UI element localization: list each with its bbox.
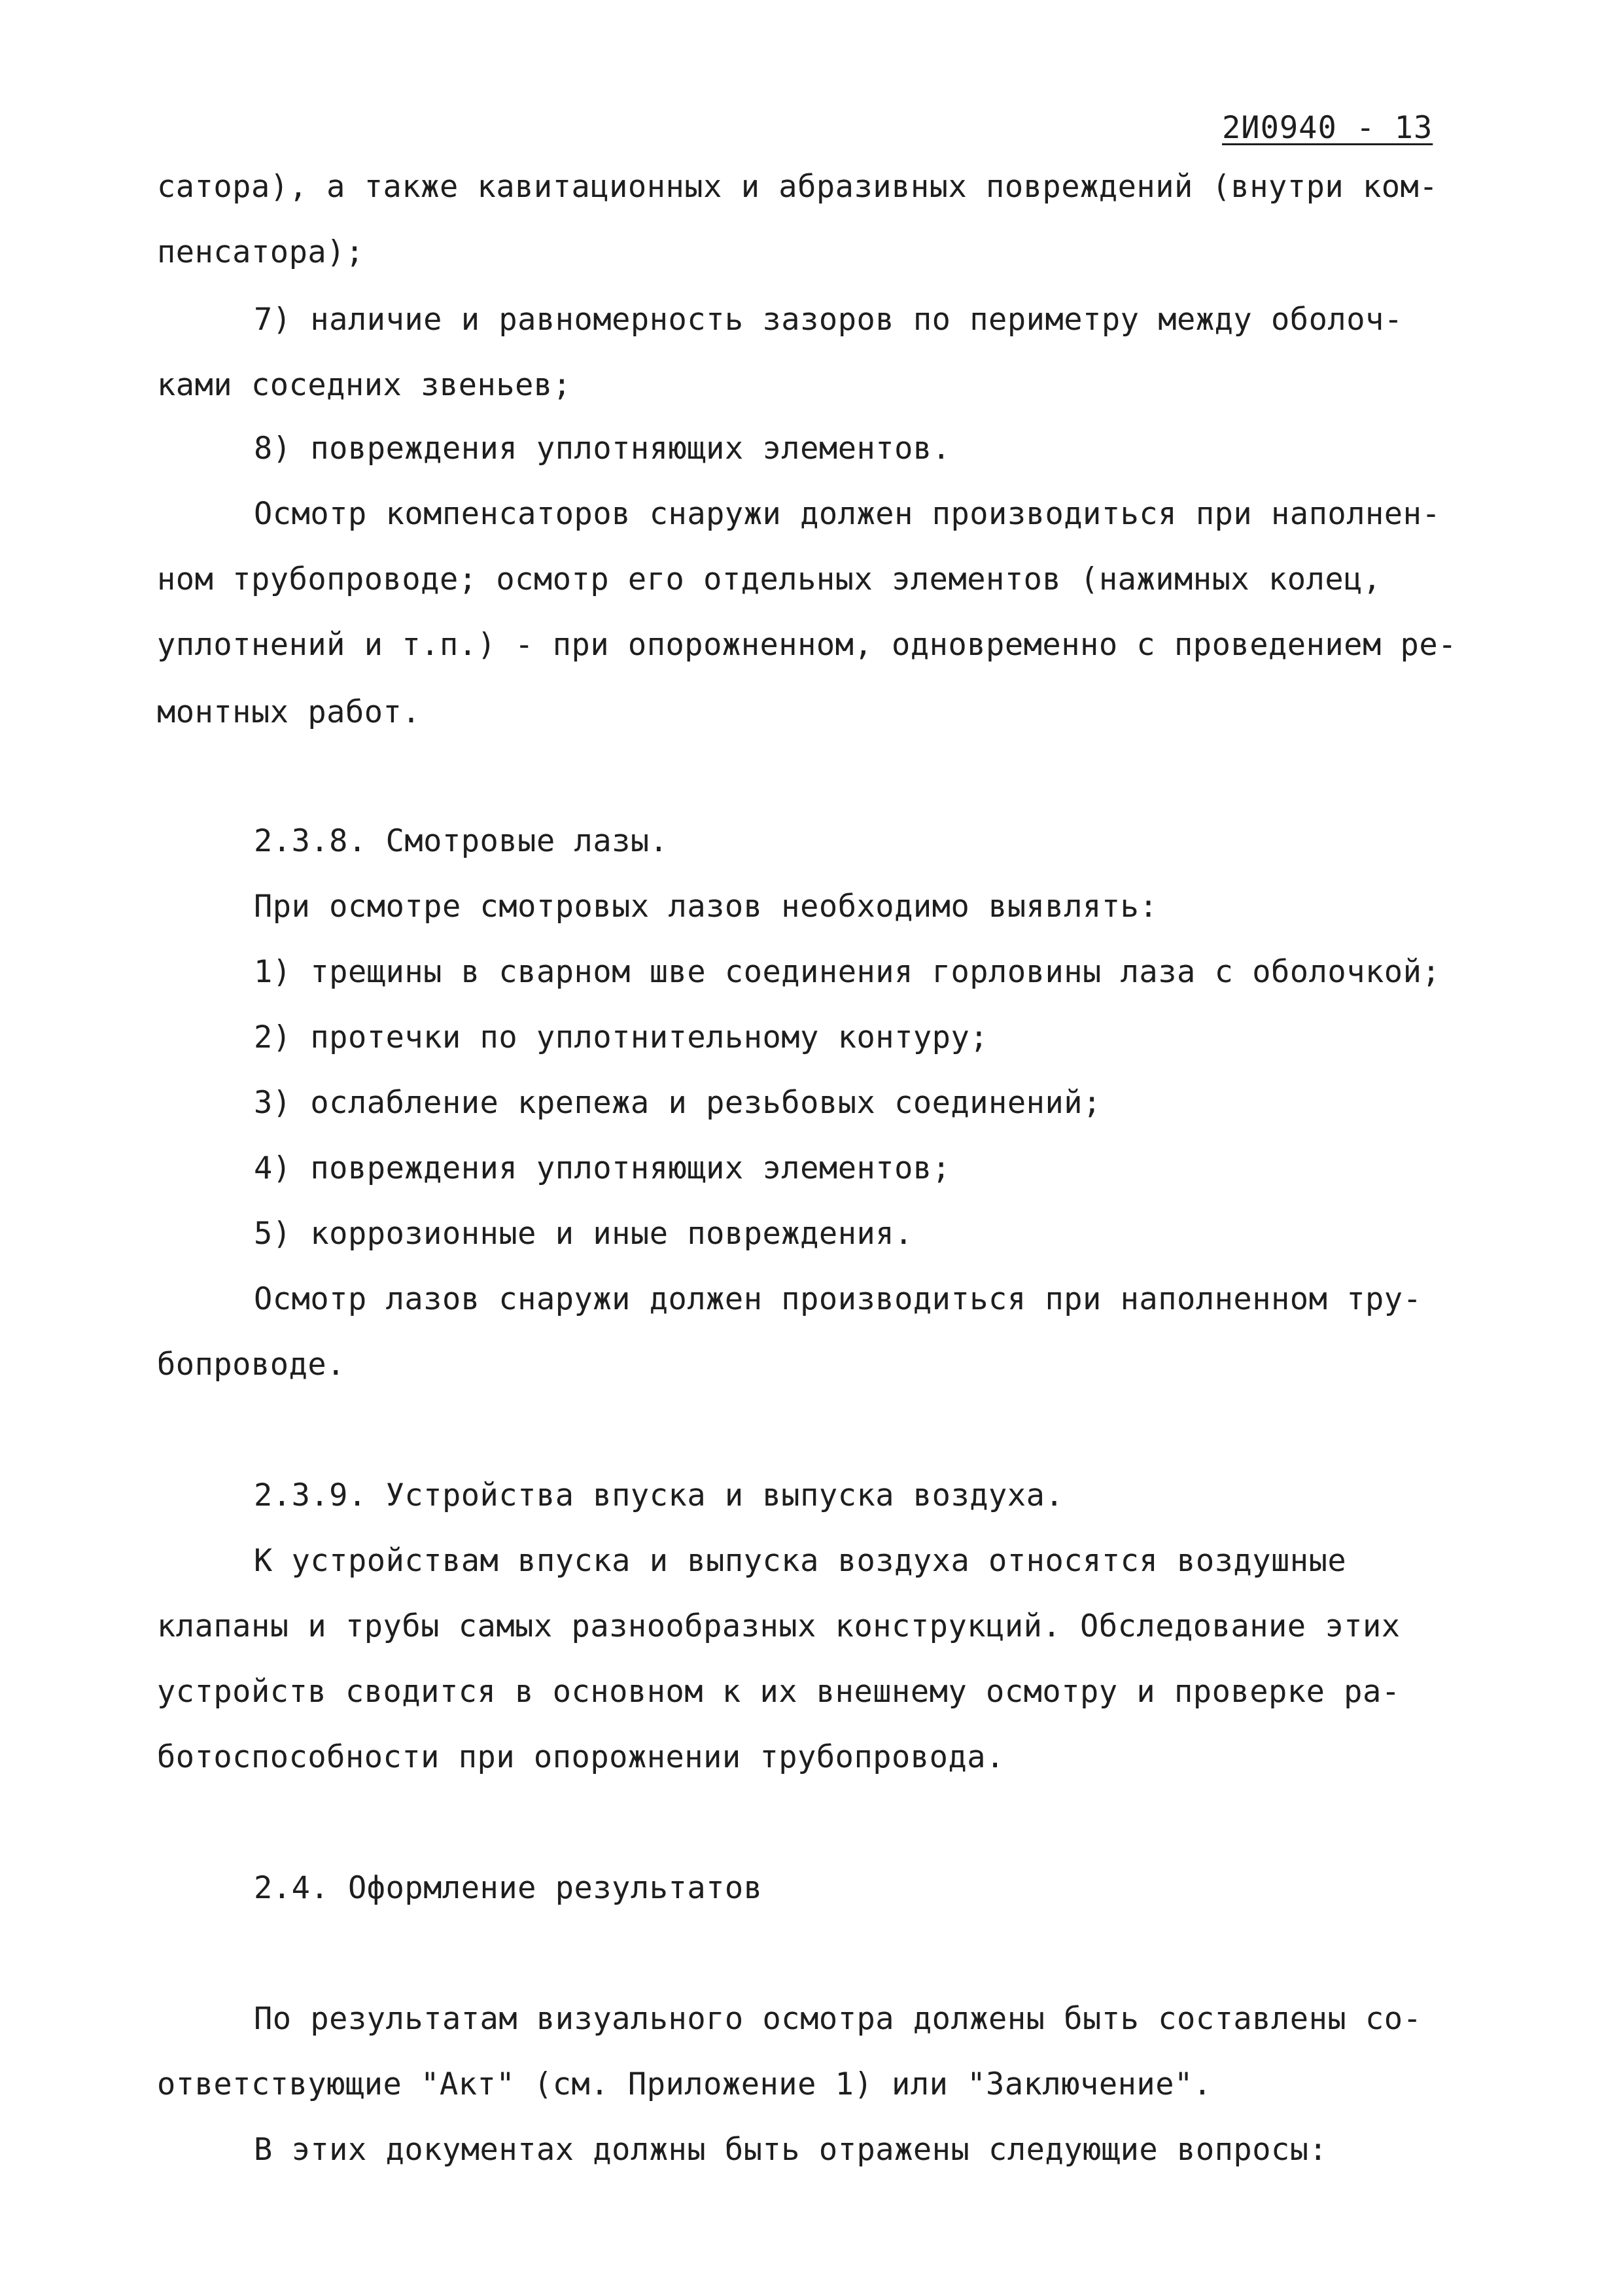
text-line: В этих документах должны быть отражены следующие вопросы: [254, 2132, 1328, 2168]
text-line: бопроводе. [157, 1347, 345, 1383]
text-line: К устройствам впуска и выпуска воздуха относятся воздушные [254, 1543, 1347, 1579]
section-heading: 2.3.9. Устройства впуска и выпуска воздуха. [254, 1477, 1064, 1513]
document-code: 2И0940 - 13 [1222, 110, 1433, 146]
text-line: 8) повреждения уплотняющих элементов. [254, 431, 951, 467]
section-heading: 2.3.8. Смотровые лазы. [254, 823, 669, 859]
text-line: ками соседних звеньев; [157, 367, 572, 403]
text-line: При осмотре смотровых лазов необходимо выявлять: [254, 889, 1159, 925]
text-line: устройств сводится в основном к их внешнему осмотру и проверке ра- [157, 1674, 1401, 1710]
list-item: 4) повреждения уплотняющих элементов; [254, 1150, 951, 1186]
text-line: ответствующие "Акт" (см. Приложение 1) или "Заключение". [157, 2066, 1212, 2102]
list-item: 5) коррозионные и иные повреждения. [254, 1216, 913, 1252]
text-line: сатора), а также кавитационных и абразивных повреждений (внутри ком- [157, 169, 1439, 205]
list-item: 2) протечки по уплотнительному контуру; [254, 1019, 989, 1055]
text-line: ботоспособности при опорожнении трубопровода. [157, 1739, 1005, 1775]
text-line: По результатам визуального осмотра должены быть составлены со- [254, 2001, 1422, 2037]
list-item: 1) трещины в сварном шве соединения горловины лаза с оболочкой; [254, 954, 1441, 990]
text-line: уплотнений и т.п.) - при опорожненном, одновременно с проведением ре- [157, 627, 1457, 663]
text-line: пенсатора); [157, 234, 364, 270]
text-line: клапаны и трубы самых разнообразных конструкций. Обследование этих [157, 1608, 1401, 1644]
list-item: 3) ослабление крепежа и резьбовых соединений; [254, 1085, 1102, 1121]
text-line: 7) наличие и равномерность зазоров по периметру между оболоч- [254, 302, 1403, 338]
text-line: ном трубопроводе; осмотр его отдельных элементов (нажимных колец, [157, 561, 1382, 597]
text-line: монтных работ. [157, 694, 421, 730]
text-line: Осмотр компенсаторов снаружи должен производиться при наполнен- [254, 496, 1441, 532]
text-line: Осмотр лазов снаружи должен производиться при наполненном тру- [254, 1281, 1422, 1317]
section-heading: 2.4. Оформление результатов [254, 1870, 763, 1906]
